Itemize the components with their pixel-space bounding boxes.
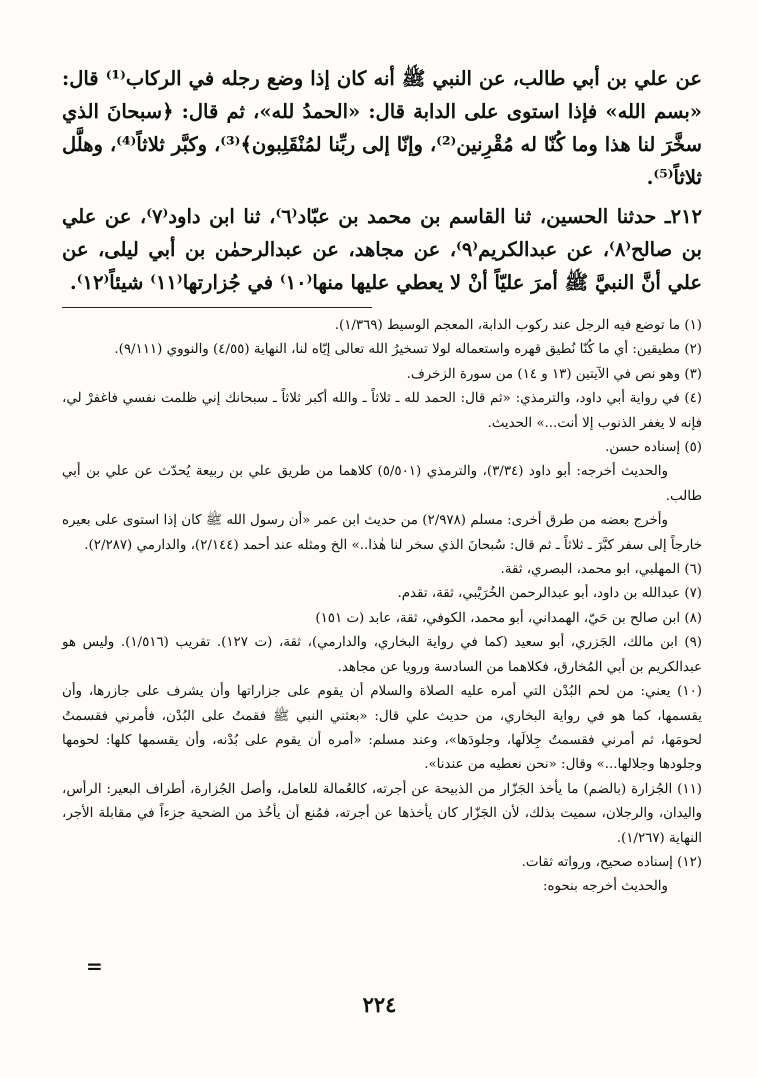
footnote: والحديث أخرجه بنحوه: bbox=[542, 879, 668, 895]
hadith-211-continuation: عن علي بن أبي طالب، عن النبي ﷺ أنه كان إذا وضع رجله في الركاب⁽¹⁾ قال: «بسم الله» فإذا استوى على الدابة قال: «الحمدُ لله»، ثم قال: ﴿سبحانَ الذي سخَّرَ لنا هذا وما كُنّا له مُقْرِنين⁽²⁾، وإنّا إلى ربِّنا لمُنْقَلِبون﴾⁽³⁾، وكبَّر ثلاثاً⁽⁴⁾، وهلَّل ثلاثاً⁽⁵⁾. bbox=[62, 67, 702, 189]
footnote: (٦) المهلبي، ابو محمد، البصري، ثقة. bbox=[500, 562, 702, 578]
footnote: والحديث أخرجه: أبو داود (٣/٣٤)، والترمذي (٥/٥٠١) كلاهما من طريق علي بن ربيعة يُحدّث عن علي بن أبي طالب. bbox=[62, 464, 702, 504]
footnote: (٧) عبدالله بن داود، أبو عبدالرحمن الخُرَيْبي، ثقة، تقدم. bbox=[397, 586, 702, 602]
footnote: (١٢) إسناده صحيح، ورواته ثقات. bbox=[521, 854, 702, 870]
page-number: ٢٢٤ bbox=[362, 992, 397, 1017]
footnote: (٢) مطيقين: أي ما كُنّا نُطيق قهره واستعماله لولا تسخيرُ الله تعالى إيّاه لنا، النهاية (٤/٥٥) والنووي (٩/١١١). bbox=[114, 342, 702, 358]
page-body bbox=[62, 62, 702, 900]
footnote: (١) ما توضع فيه الرجل عند ركوب الدابة، المعجم الوسيط (١/٣٦٩). bbox=[334, 318, 702, 333]
footnote: وأخرج بعضه من طرق أخرى: مسلم (٢/٩٧٨) من حديث ابن عمر «أن رسول الله ﷺ كان إذا استوى على بعيره خارجاً إلى سفر كبَّرَ ـ ثلاثاً ـ ثم قال: سُبحانَ الذي سخر لنا هٰذا..» الخ ومثله عند أحمد (٢/١٤٤)، والدارمي (٢/٢٨٧). bbox=[62, 513, 702, 553]
footnote: (١٠) يعني: من لحم البُدْن التي أمره عليه الصلاة والسلام أن يقوم على جزاراتها وأن يشرف على جازرها، وأن يقسمها، كما هو في رواية البخاري، من حديث علي قال: «بعثني النبي ﷺ فقمتُ على البُدْن، فأمرني فقسمتُ لحومَها، ثم أمرني فقسمتُ جِلالَها، وجلودَها»، وعند مسلم: «أمره أن يقوم على بُدْنه، وأن يقسمها كلها: لحومها وجلودها وجلالها...» وقال: «نحن نعطيه من عندنا». bbox=[62, 684, 702, 773]
footnote: (٤) في رواية أبي داود، والترمذي: «ثم قال: الحمد لله ـ ثلاثاً ـ والله أكبر ثلاثاً ـ سبحانك إني ظلمت نفسي فاغفرْ لي، فإنه لا يغفر الذنوب إلا أنت...» الحديث. bbox=[62, 391, 702, 431]
footnote: (١١) الجُزارة (بالضم) ما يأخذ الجَزّار من الذبيحة عن أجرته، كالعُمالة للعامل، وأصل الجُزارة، أطراف البعير: الرأس، واليدان، والرجلان، سميت بذلك، لأن الجَزّار كان يأخذها عن أجرته، فمُنع أن يأخُذ من الضحية جزءاً في مقابلة الأجر، النهاية (١/٢٦٧). bbox=[62, 781, 702, 846]
footnote: (٥) إسناده حسن. bbox=[605, 440, 702, 456]
footnote-separator bbox=[62, 307, 372, 308]
footnotes bbox=[62, 314, 702, 900]
footnote: (٩) ابن مالك، الجَزري، أبو سعيد (كما في رواية البخاري، والدارمي)، ثقة، (ت ١٢٧). تقريب (١/٥١٦). وليس هو عبدالكريم بن أبي المُخارق، فكلاهما من السادسة ورويا عن مجاهد. bbox=[62, 635, 702, 675]
footnote: (٨) ابن صالح بن حَيّ، الهمداني، أبو محمد، الكوفي، ثقة، عابد (ت ١٥١) bbox=[315, 610, 702, 626]
continuation-mark: = bbox=[86, 954, 103, 978]
hadith-212: ٢١٢ـ حدثنا الحسين، ثنا القاسم بن محمد بن عبّاد⁽٦⁾، ثنا ابن داود⁽٧⁾، عن علي بن صالح⁽٨⁾، عن عبدالكريم⁽٩⁾، عن مجاهد، عن عبدالرحمٰن بن أبي ليلى، عن علي أنَّ النبيَّ ﷺ أمرَ عليّاً أنْ لا يعطي عليها منها⁽١٠⁾ في جُزارتها⁽١١⁾ شيئاً⁽١٢⁾. bbox=[62, 205, 703, 294]
main-text bbox=[62, 62, 702, 299]
footnote: (٣) وهو نص في الآيتين (١٣ و ١٤) من سورة الزخرف. bbox=[406, 366, 702, 382]
